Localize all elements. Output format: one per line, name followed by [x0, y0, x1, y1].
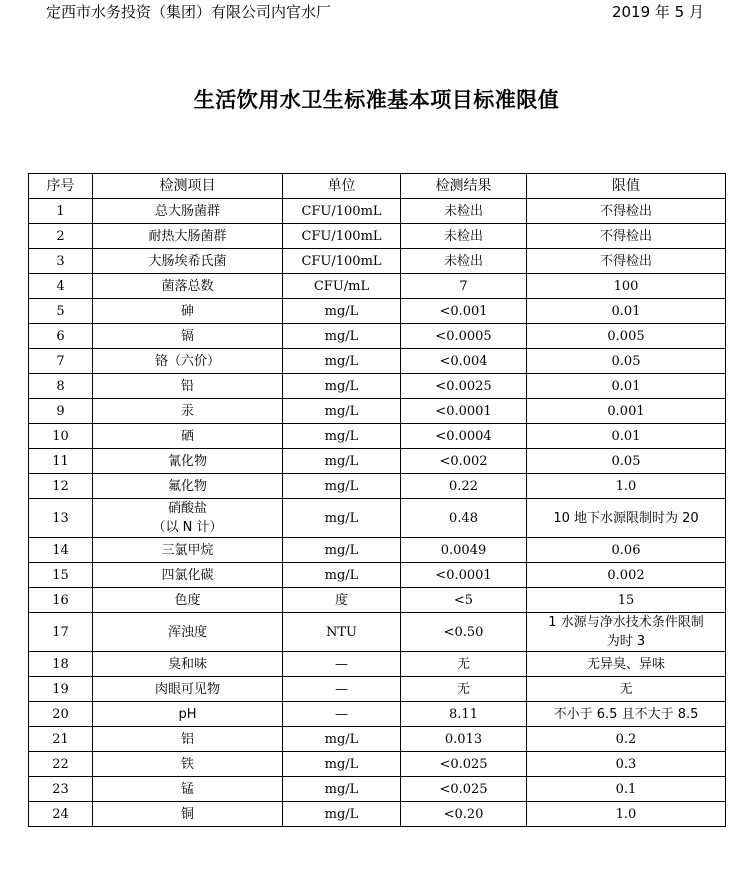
- cell-item: [93, 727, 283, 752]
- cell-limit: [527, 752, 726, 777]
- cell-limit: [527, 563, 726, 588]
- cell-unit: mg/L: [283, 727, 401, 752]
- table-row: [29, 499, 726, 538]
- cell-no: 9: [29, 399, 93, 424]
- cell-unit: —: [283, 702, 401, 727]
- header-unit: 单位: [283, 174, 401, 199]
- cell-unit: mg/L: [283, 474, 401, 499]
- cell-limit: [527, 677, 726, 702]
- cell-no: 18: [29, 652, 93, 677]
- table-row: [29, 802, 726, 827]
- cell-limit: [527, 538, 726, 563]
- cell-no: 14: [29, 538, 93, 563]
- cell-unit: 度: [283, 588, 401, 613]
- cell-limit: [527, 777, 726, 802]
- cell-item-line: 镉: [180, 328, 194, 344]
- cell-item-line: 硒: [180, 428, 194, 444]
- cell-no: 13: [29, 499, 93, 538]
- cell-item-line: 三氯甲烷: [161, 542, 214, 558]
- cell-result: 无: [401, 677, 527, 702]
- standards-table: [28, 173, 726, 827]
- table-row: [29, 424, 726, 449]
- cell-item-line: 锰: [180, 781, 194, 797]
- cell-item: [93, 274, 283, 299]
- cell-item: [93, 474, 283, 499]
- cell-limit-line: 0.01: [611, 303, 641, 319]
- cell-no: 12: [29, 474, 93, 499]
- cell-unit: mg/L: [283, 299, 401, 324]
- table-row: [29, 652, 726, 677]
- cell-result: 8.11: [401, 702, 527, 727]
- table-row: [29, 449, 726, 474]
- cell-limit-line: 为时 3: [606, 634, 646, 649]
- cell-result: <5: [401, 588, 527, 613]
- cell-item-line: 铝: [180, 731, 194, 747]
- cell-item: [93, 199, 283, 224]
- cell-item-line: pH: [178, 706, 197, 722]
- cell-unit: mg/L: [283, 424, 401, 449]
- table-row: [29, 399, 726, 424]
- cell-item: [93, 249, 283, 274]
- cell-result: <0.0001: [401, 399, 527, 424]
- cell-result: 7: [401, 274, 527, 299]
- cell-limit: [527, 324, 726, 349]
- cell-no: 5: [29, 299, 93, 324]
- header-no: 序号: [29, 174, 93, 199]
- cell-unit: CFU/100mL: [283, 249, 401, 274]
- cell-limit-line: 0.3: [615, 756, 637, 772]
- cell-limit-line: 1.0: [615, 806, 637, 822]
- cell-limit-line: 无: [619, 681, 633, 697]
- table-row: [29, 538, 726, 563]
- cell-no: 6: [29, 324, 93, 349]
- cell-no: 1: [29, 199, 93, 224]
- cell-no: 21: [29, 727, 93, 752]
- cell-limit: [527, 474, 726, 499]
- cell-item-line: 大肠埃希氏菌: [148, 253, 227, 269]
- cell-no: 24: [29, 802, 93, 827]
- cell-unit: mg/L: [283, 449, 401, 474]
- cell-limit-line: 0.05: [611, 453, 641, 469]
- cell-no: 11: [29, 449, 93, 474]
- cell-limit: [527, 274, 726, 299]
- cell-limit-line: 15: [617, 592, 635, 608]
- cell-item-line: 砷: [180, 303, 194, 319]
- cell-no: 7: [29, 349, 93, 374]
- cell-result: 0.48: [401, 499, 527, 538]
- cell-limit: [527, 224, 726, 249]
- cell-unit: mg/L: [283, 399, 401, 424]
- table-row: [29, 474, 726, 499]
- table-row: [29, 249, 726, 274]
- cell-limit-line: 0.05: [611, 353, 641, 369]
- cell-item-line: 色度: [174, 592, 201, 608]
- cell-result: <0.025: [401, 752, 527, 777]
- cell-result: <0.50: [401, 613, 527, 652]
- cell-unit: NTU: [283, 613, 401, 652]
- cell-item: [93, 613, 283, 652]
- table-row: [29, 677, 726, 702]
- cell-result: <0.025: [401, 777, 527, 802]
- cell-item: [93, 777, 283, 802]
- table-row: [29, 199, 726, 224]
- cell-limit-line: 不得检出: [599, 253, 652, 269]
- cell-unit: mg/L: [283, 349, 401, 374]
- cell-item-line: 氟化物: [167, 478, 207, 494]
- cell-item: [93, 374, 283, 399]
- cell-limit: [527, 399, 726, 424]
- cell-result: <0.001: [401, 299, 527, 324]
- table-row: [29, 613, 726, 652]
- cell-unit: CFU/100mL: [283, 224, 401, 249]
- cell-limit: [527, 299, 726, 324]
- cell-limit-line: 不小于 6.5 且不大于 8.5: [553, 706, 699, 722]
- cell-item: [93, 299, 283, 324]
- cell-item: [93, 802, 283, 827]
- cell-unit: mg/L: [283, 752, 401, 777]
- cell-no: 16: [29, 588, 93, 613]
- table-header-row: [29, 174, 726, 199]
- cell-result: 未检出: [401, 249, 527, 274]
- cell-unit: mg/L: [283, 563, 401, 588]
- cell-limit-line: 0.002: [607, 567, 645, 583]
- cell-item-line: （以 N 计）: [152, 520, 223, 535]
- cell-limit-line: 0.005: [607, 328, 645, 344]
- cell-unit: —: [283, 652, 401, 677]
- cell-limit: [527, 199, 726, 224]
- cell-unit: mg/L: [283, 538, 401, 563]
- cell-result: <0.0004: [401, 424, 527, 449]
- cell-no: 23: [29, 777, 93, 802]
- cell-limit: [527, 727, 726, 752]
- cell-result: <0.004: [401, 349, 527, 374]
- cell-limit-line: 10 地下水源限制时为 20: [553, 510, 699, 526]
- cell-item: [93, 702, 283, 727]
- cell-limit: [527, 499, 726, 538]
- cell-item: [93, 324, 283, 349]
- cell-unit: CFU/100mL: [283, 199, 401, 224]
- cell-limit: [527, 652, 726, 677]
- cell-no: 10: [29, 424, 93, 449]
- header-item: 检测项目: [93, 174, 283, 199]
- cell-item-line: 铁: [180, 756, 194, 772]
- cell-no: 17: [29, 613, 93, 652]
- cell-item-line: 硝酸盐: [167, 501, 207, 516]
- table-row: [29, 752, 726, 777]
- cell-item: [93, 449, 283, 474]
- cell-no: 15: [29, 563, 93, 588]
- cell-limit-line: 不得检出: [599, 228, 652, 244]
- cell-item-line: 臭和味: [167, 656, 207, 672]
- cell-limit-line: 1 水源与净水技术条件限制: [548, 615, 704, 630]
- cell-result: 0.0049: [401, 538, 527, 563]
- cell-limit: [527, 702, 726, 727]
- cell-unit: mg/L: [283, 777, 401, 802]
- cell-item: [93, 538, 283, 563]
- cell-limit-line: 不得检出: [599, 203, 652, 219]
- cell-result: 未检出: [401, 199, 527, 224]
- cell-limit: [527, 802, 726, 827]
- cell-limit: [527, 588, 726, 613]
- cell-item-line: 四氯化碳: [161, 567, 214, 583]
- cell-result: <0.20: [401, 802, 527, 827]
- table-row: [29, 374, 726, 399]
- cell-item-line: 总大肠菌群: [154, 203, 220, 219]
- cell-item-line: 浑浊度: [167, 624, 207, 640]
- cell-result: <0.0025: [401, 374, 527, 399]
- table-row: [29, 727, 726, 752]
- cell-limit-line: 1.0: [615, 478, 637, 494]
- cell-limit-line: 0.01: [611, 428, 641, 444]
- cell-limit-line: 0.06: [611, 542, 641, 558]
- cell-result: 0.013: [401, 727, 527, 752]
- cell-item: [93, 349, 283, 374]
- cell-no: 4: [29, 274, 93, 299]
- cell-limit-line: 0.2: [615, 731, 637, 747]
- cell-item-line: 耐热大肠菌群: [148, 228, 227, 244]
- cell-no: 2: [29, 224, 93, 249]
- cell-result: 未检出: [401, 224, 527, 249]
- cell-item: [93, 588, 283, 613]
- document-title: 生活饮用水卫生标准基本项目标准限值: [193, 88, 560, 112]
- cell-result: 0.22: [401, 474, 527, 499]
- cell-limit: [527, 374, 726, 399]
- cell-item-line: 氰化物: [167, 453, 207, 469]
- cell-item-line: 肉眼可见物: [154, 681, 220, 697]
- report-date: 2019 年 5 月: [611, 3, 704, 21]
- cell-limit: [527, 424, 726, 449]
- cell-result: <0.0005: [401, 324, 527, 349]
- cell-no: 19: [29, 677, 93, 702]
- table-row: [29, 274, 726, 299]
- header-limit: 限值: [527, 174, 726, 199]
- table-row: [29, 299, 726, 324]
- table-row: [29, 349, 726, 374]
- cell-item: [93, 399, 283, 424]
- cell-item: [93, 563, 283, 588]
- cell-limit: [527, 349, 726, 374]
- cell-item: [93, 652, 283, 677]
- cell-unit: —: [283, 677, 401, 702]
- table-body: [29, 199, 726, 827]
- cell-item: [93, 499, 283, 538]
- cell-limit: [527, 449, 726, 474]
- cell-unit: mg/L: [283, 374, 401, 399]
- cell-item-line: 铬（六价）: [154, 353, 220, 369]
- cell-item: [93, 424, 283, 449]
- cell-no: 3: [29, 249, 93, 274]
- cell-unit: mg/L: [283, 802, 401, 827]
- table-row: [29, 777, 726, 802]
- table-row: [29, 224, 726, 249]
- cell-item: [93, 752, 283, 777]
- cell-unit: CFU/mL: [283, 274, 401, 299]
- cell-result: <0.0001: [401, 563, 527, 588]
- cell-item-line: 菌落总数: [161, 278, 214, 294]
- cell-no: 22: [29, 752, 93, 777]
- cell-limit-line: 0.001: [607, 403, 645, 419]
- organization-name: 定西市水务投资（集团）有限公司内官水厂: [46, 3, 332, 21]
- cell-unit: mg/L: [283, 324, 401, 349]
- cell-limit-line: 无异臭、异味: [586, 656, 665, 672]
- cell-result: <0.002: [401, 449, 527, 474]
- cell-item: [93, 677, 283, 702]
- cell-item: [93, 224, 283, 249]
- table-row: [29, 563, 726, 588]
- header-result: 检测结果: [401, 174, 527, 199]
- cell-item-line: 铅: [180, 378, 194, 394]
- table-row: [29, 702, 726, 727]
- page-header: [0, 0, 753, 28]
- cell-limit: [527, 613, 726, 652]
- cell-limit: [527, 249, 726, 274]
- cell-unit: mg/L: [283, 499, 401, 538]
- cell-item-line: 汞: [180, 403, 194, 419]
- cell-limit-line: 100: [613, 278, 639, 294]
- cell-limit-line: 0.01: [611, 378, 641, 394]
- cell-result: 无: [401, 652, 527, 677]
- cell-limit-line: 0.1: [615, 781, 637, 797]
- cell-no: 8: [29, 374, 93, 399]
- cell-no: 20: [29, 702, 93, 727]
- table-row: [29, 588, 726, 613]
- cell-item-line: 铜: [180, 806, 194, 822]
- table-row: [29, 324, 726, 349]
